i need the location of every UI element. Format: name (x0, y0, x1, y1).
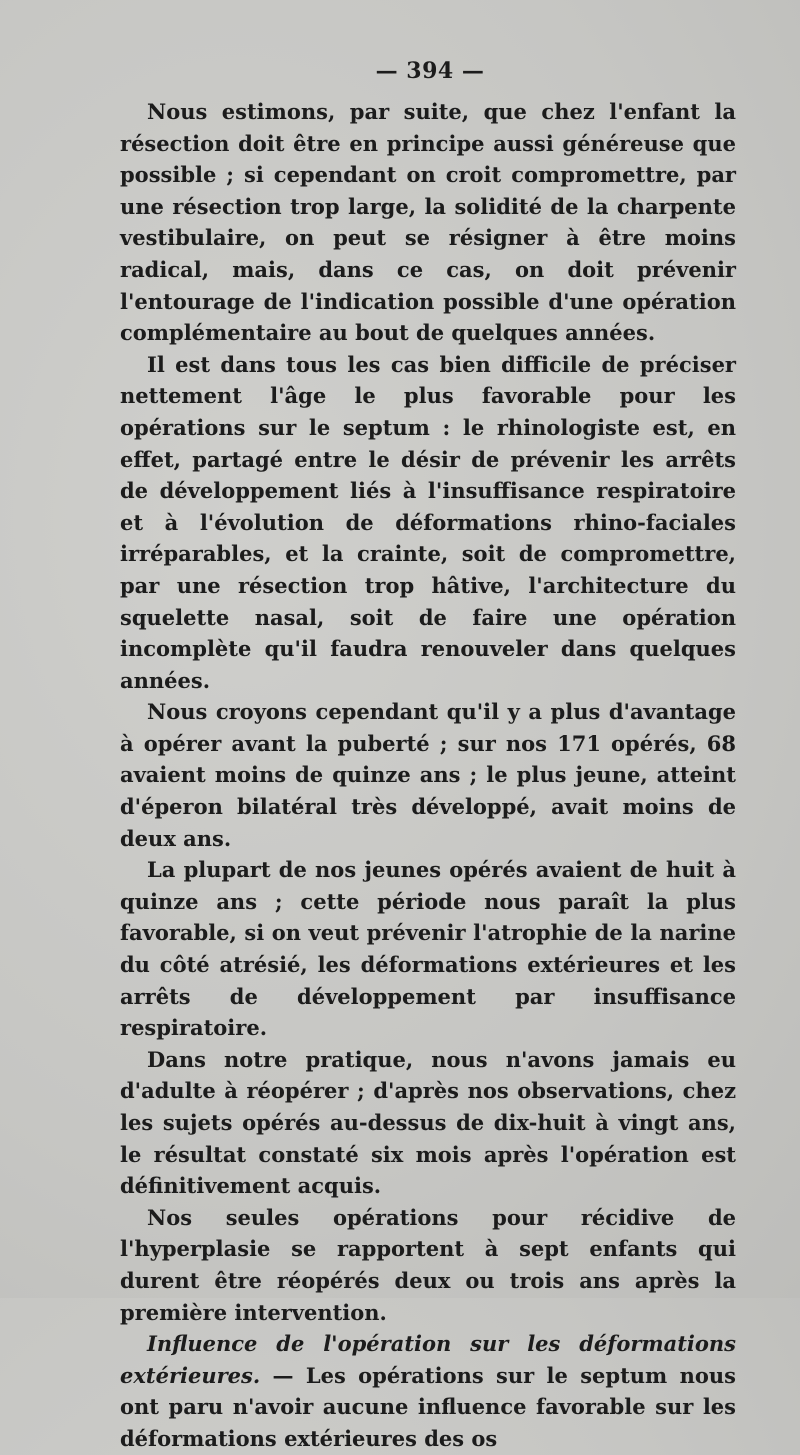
body-text (120, 96, 736, 1455)
section-heading: Influence de l'opération sur les déformations extérieures. (120, 1331, 736, 1388)
paragraph-puberty: Nous croyons cependant qu'il y a plus d'avantage à opérer avant la puberté ; sur nos 171 opérés, 68 avaient moins de quinze ans ; le plus jeune, atteint d'éperon bilatéral très développé, avait moins de deux ans. (120, 699, 736, 851)
paragraph-age: Il est dans tous les cas bien difficile de préciser nettement l'âge le plus favorable pour les opérations sur le septum : le rhinologiste est, en effet, partagé entre le désir de prévenir les arrêts de développement liés à l'insuffisance respiratoire et à l'évolution de déformations rhino-faciales irréparables, et la crainte, soit de compromettre, par une résection trop hâtive, l'architecture du squelette nasal, soit de faire une opération incomplète qu'il faudra renouveler dans quelques années. (120, 351, 736, 693)
paragraph-age-range: La plupart de nos jeunes opérés avaient de huit à quinze ans ; cette période nous paraît la plus favorable, si on veut prévenir l'atrophie de la narine du côté atrésié, les déformations extérieures et les arrêts de développement par insuffisance respiratoire. (120, 857, 736, 1041)
paragraph-recurrence: Nos seules opérations pour récidive de l'hyperplasie se rapportent à sept enfants qui durent être réopérés deux ou trois ans après la première intervention. (120, 1204, 736, 1325)
heading-dash: — (260, 1362, 306, 1388)
paragraph-influence (120, 1328, 736, 1454)
page-number: — 394 — (375, 58, 485, 84)
paragraph-resection: Nous estimons, par suite, que chez l'enfant la résection doit être en principe aussi généreuse que possible ; si cependant on croit compromettre, par une résection trop large, la solidité de la charpente vestibulaire, on peut se résigner à être moins radical, mais, dans ce cas, on doit prévenir l'entourage de l'indication possible d'une opération complémentaire au bout de quelques années. (120, 99, 736, 346)
section-text: Les opérations sur le septum nous ont paru n'avoir aucune influence favorable sur les déformations extérieures des os (120, 1362, 736, 1451)
paragraph-adults: Dans notre pratique, nous n'avons jamais eu d'adulte à réopérer ; d'après nos observations, chez les sujets opérés au-dessus de dix-huit à vingt ans, le résultat constaté six mois après l'opération est définitivement acquis. (120, 1046, 736, 1199)
